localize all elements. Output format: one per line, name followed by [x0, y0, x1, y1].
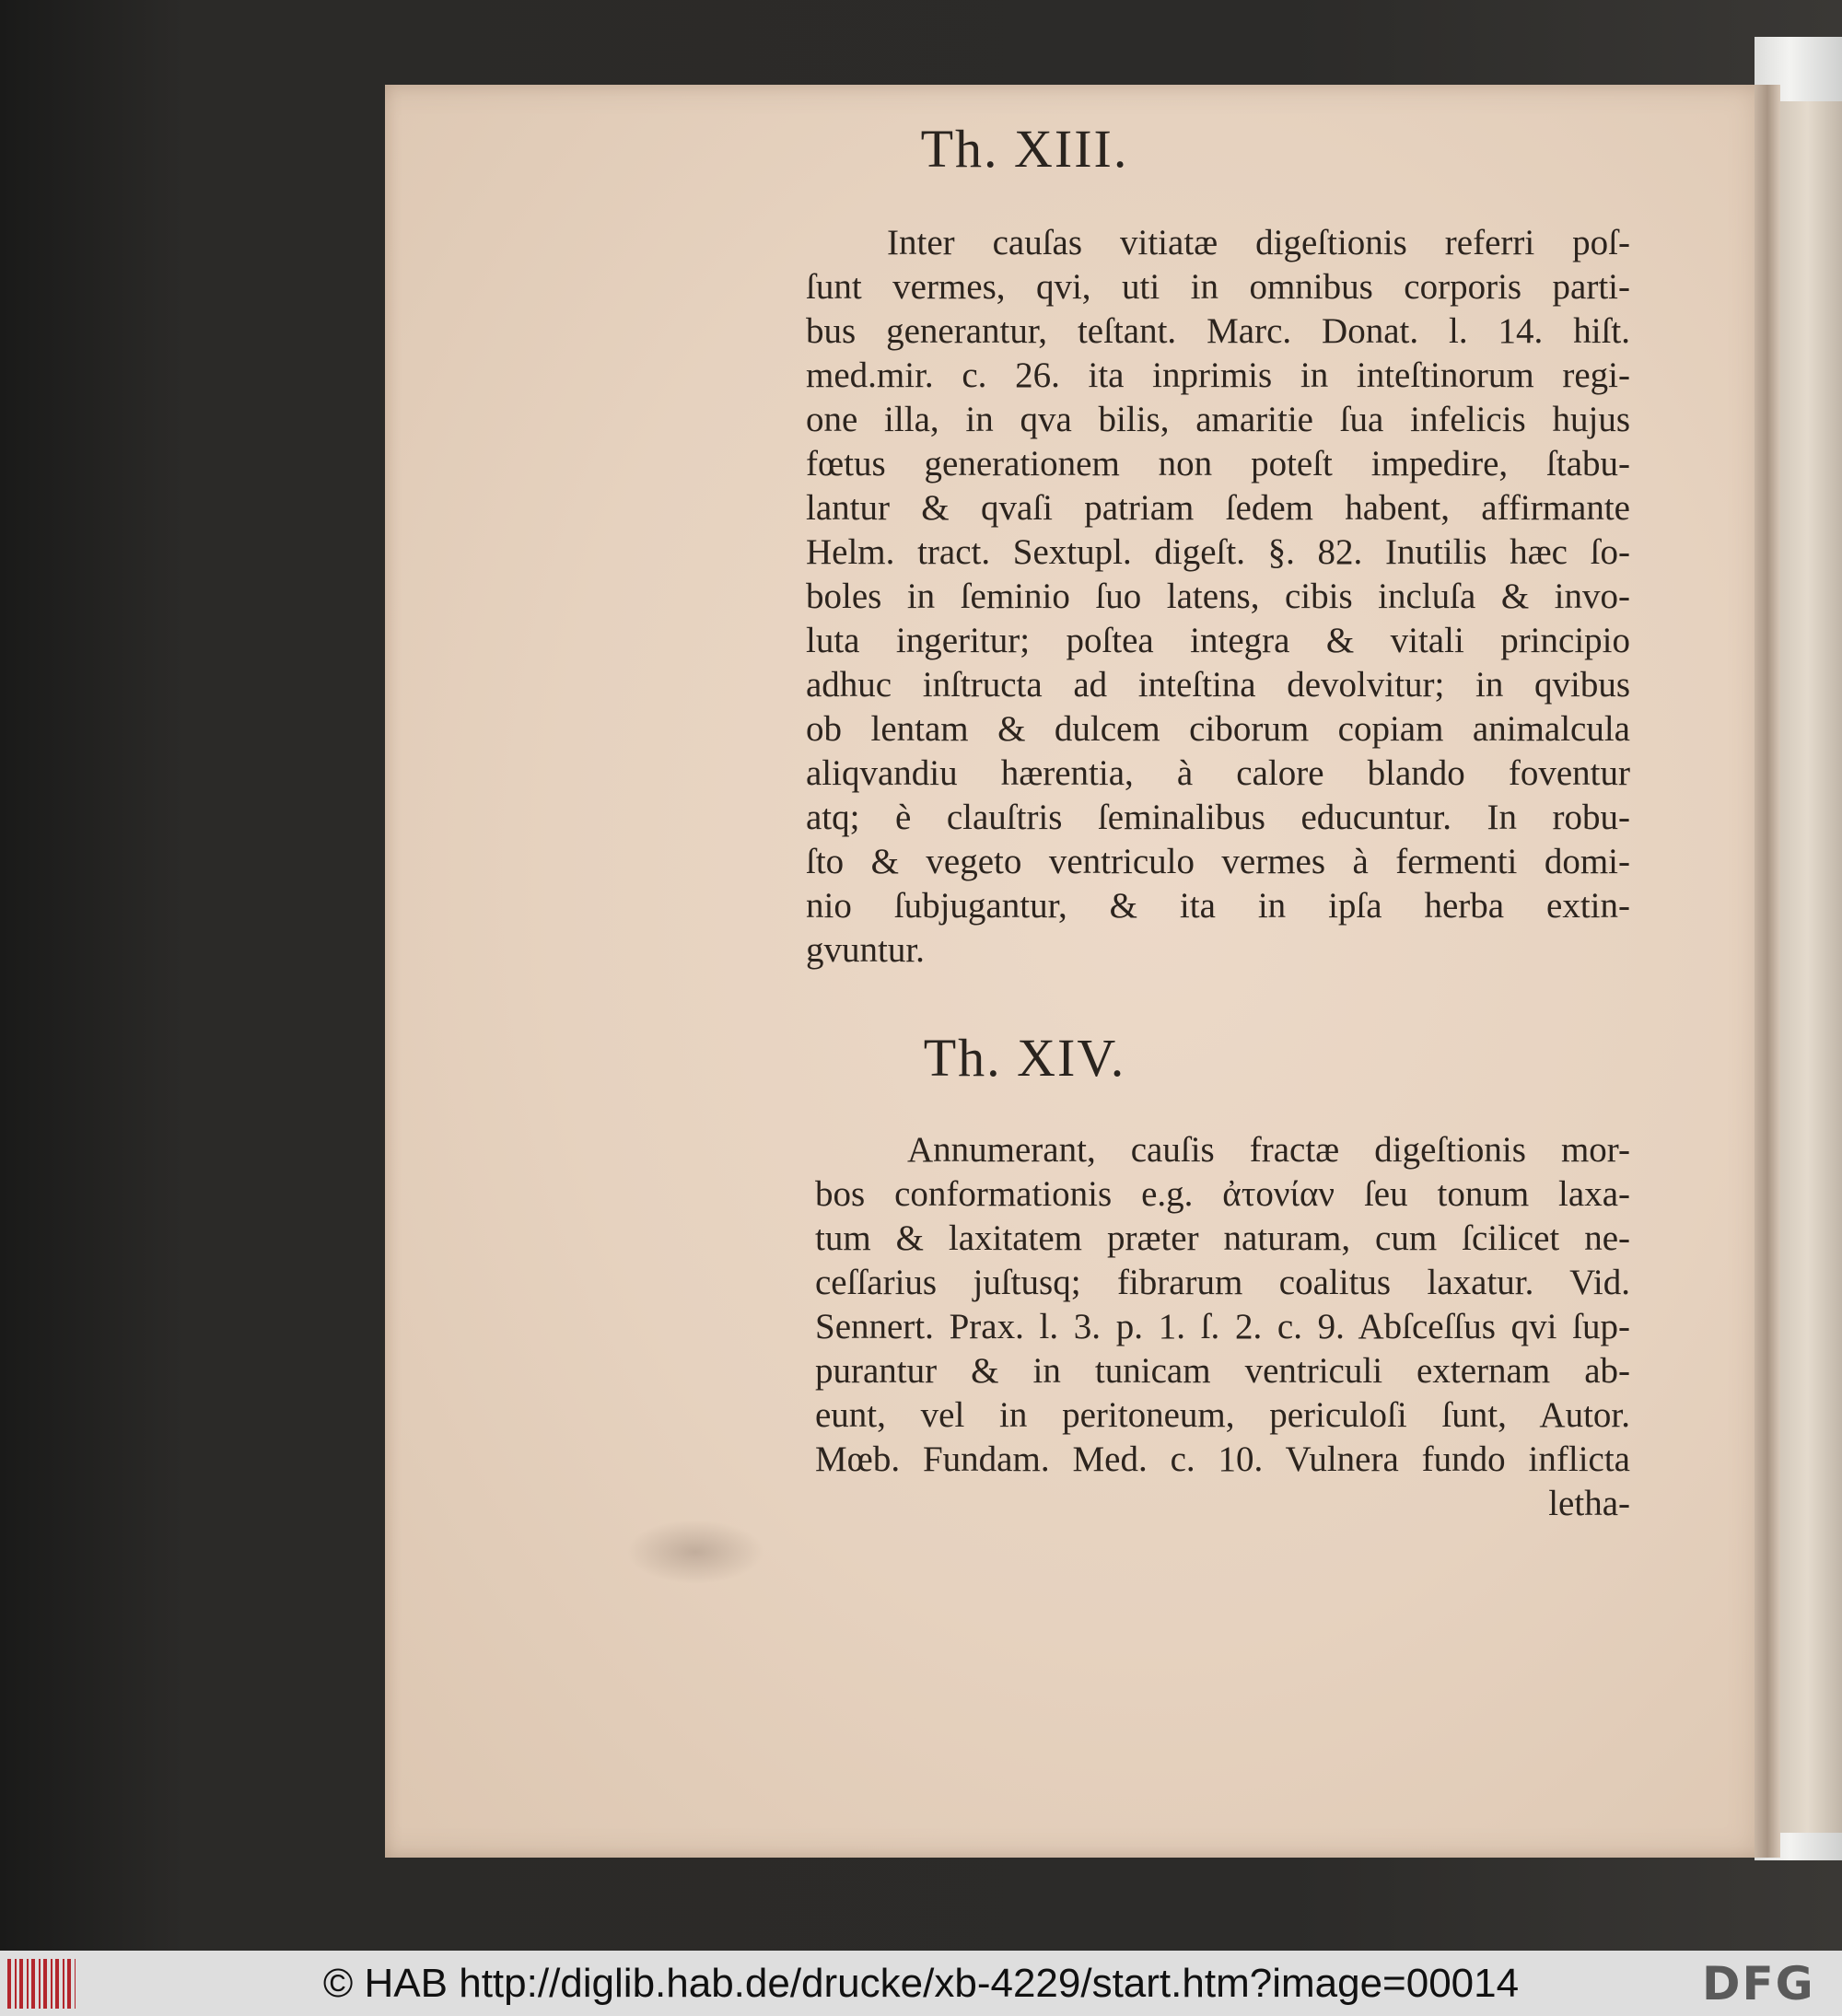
text-line: purantur & in tunicam ventriculi externam ab-: [815, 1351, 1630, 1391]
text-line: Mœb. Fundam. Med. c. 10. Vulnera fundo inflicta: [815, 1439, 1630, 1479]
text-line: ceſſarius juſtusq; fibrarum coalitus laxatur. Vid.: [815, 1263, 1630, 1302]
text-line: luta ingeritur; poſtea integra & vitali principio: [806, 621, 1630, 660]
dfg-logo: DFG: [1702, 1957, 1815, 2010]
text-line: nio ſubjugantur, & ita in ipſa herba extin-: [806, 886, 1630, 926]
text-line: boles in ſeminio ſuo latens, cibis incluſa & invo-: [806, 577, 1630, 616]
text-line: Inter cauſas vitiatæ digeſtionis referri poſ-: [887, 223, 1630, 262]
text-line: Helm. tract. Sextupl. digeſt. §. 82. Inutilis hæc ſo-: [806, 532, 1630, 572]
text-line: adhuc inſtructa ad inteſtina devolvitur; in qvibus: [806, 665, 1630, 705]
text-line: ob lentam & dulcem ciborum copiam animalcula: [806, 709, 1630, 749]
thesis-heading-14: Th. XIV.: [923, 1028, 1126, 1088]
text-line: ſunt vermes, qvi, uti in omnibus corporis parti-: [806, 267, 1630, 307]
page-gutter: [1755, 85, 1780, 1858]
text-line: eunt, vel in peritoneum, periculoſi ſunt, Autor.: [815, 1395, 1630, 1435]
text-line: bos conformationis e.g. ἀτονίαν ſeu tonum laxa-: [815, 1174, 1630, 1214]
paragraph-thesis-13: [806, 221, 1630, 973]
catchword: letha-: [1548, 1484, 1630, 1523]
text-line: tum & laxitatem præter naturam, cum ſcilicet ne-: [815, 1218, 1630, 1258]
paragraph-thesis-14: [815, 1128, 1630, 1526]
thesis-heading-13: Th. XIII.: [920, 119, 1129, 179]
text-line: med.mir. c. 26. ita inprimis in inteſtinorum regi-: [806, 355, 1630, 395]
copyright-link[interactable]: © HAB http://diglib.hab.de/drucke/xb-4229/start.htm?image=00014: [322, 1961, 1520, 2006]
text-line: fœtus generationem non poteſt impedire, ſtabu-: [806, 444, 1630, 484]
text-line: Annumerant, cauſis fractæ digeſtionis mor-: [907, 1130, 1630, 1170]
text-line: one illa, in qva bilis, amaritie ſua infelicis hujus: [806, 400, 1630, 439]
text-line: aliqvandiu hærentia, à calore blando foventur: [806, 753, 1630, 793]
text-line: Sennert. Prax. l. 3. p. 1. ſ. 2. c. 9. Abſceſſus qvi ſup-: [815, 1307, 1630, 1346]
text-line: atq; è clauſtris ſeminalibus educuntur. In robu-: [806, 798, 1630, 837]
text-line: ſto & vegeto ventriculo vermes à fermenti domi-: [806, 842, 1630, 881]
text-line: lantur & qvaſi patriam ſedem habent, affirmante: [806, 488, 1630, 528]
text-line: gvuntur.: [806, 930, 925, 970]
adjacent-page-strip: [1773, 101, 1842, 1833]
text-line: bus generantur, teſtant. Marc. Donat. l. 14. hiſt.: [806, 311, 1630, 351]
ink-smudge: [626, 1520, 764, 1584]
